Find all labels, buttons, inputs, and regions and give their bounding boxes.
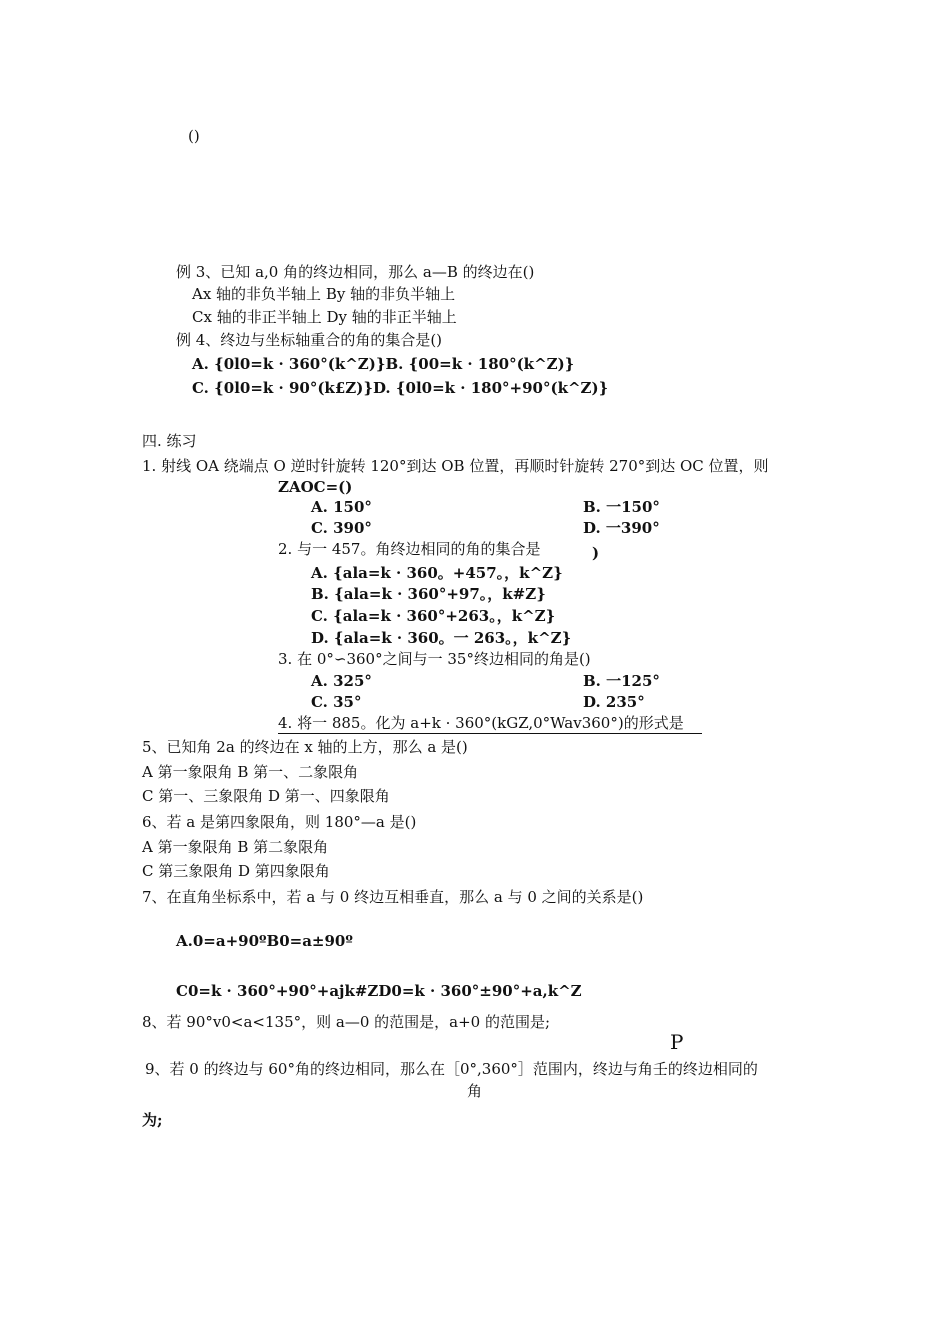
p-mark: P [670, 1030, 684, 1054]
question-5-options-cd: C 第一、三象限角 D 第一、四象限角 [142, 787, 390, 805]
question-9-continuation: 角 [467, 1082, 483, 1100]
question-9-end: 为; [142, 1111, 163, 1129]
question-8: 8、若 90°v0<a<135°，则 a—0 的范围是，a+0 的范围是; [142, 1013, 551, 1031]
question-5-options-ab: A 第一象限角 B 第一、二象限角 [142, 763, 359, 781]
question-1-option-c: C. 390° [311, 519, 372, 537]
question-2-option-c: C. {ala=k · 360°+263。，k^Z} [311, 607, 556, 625]
section-title: 四. 练习 [142, 432, 197, 450]
example-4-options-ab: A. {0l0=k · 360°(k^Z)}B. {00=k · 180°(k^Z)} [192, 355, 575, 373]
top-paren: () [188, 127, 200, 145]
question-6-options-cd: C 第三象限角 D 第四象限角 [142, 862, 330, 880]
question-2-option-a: A. {ala=k · 360。+457。，k^Z} [311, 564, 563, 582]
question-6: 6、若 a 是第四象限角，则 180°—a 是() [142, 813, 417, 831]
question-7: 7、在直角坐标系中，若 a 与 0 终边互相垂直，那么 a 与 0 之间的关系是() [142, 888, 644, 906]
question-3-option-d: D. 235° [583, 693, 645, 711]
question-2-paren: ) [592, 544, 600, 562]
question-1: 1. 射线 OA 绕端点 O 逆时针旋转 120°到达 OB 位置，再顺时针旋转 270°到达 OC 位置，则 [142, 457, 769, 475]
question-7-options-cd: C0=k · 360°+90°+ajk#ZD0=k · 360°±90°+a,k^Z [176, 982, 582, 1000]
question-1-option-d: D. 一390° [583, 519, 660, 537]
question-7-options-ab: A.0=a+90ºB0=a±90º [176, 932, 353, 950]
question-5: 5、已知角 2a 的终边在 x 轴的上方，那么 a 是() [142, 738, 468, 756]
question-3-option-a: A. 325° [311, 672, 372, 690]
question-1-continuation: ZAOC=() [278, 478, 353, 496]
question-4: 4. 将一 885。化为 a+k · 360°(kGZ,0°Wav360°)的形式是 [278, 713, 702, 734]
question-3-option-b: B. 一125° [583, 672, 660, 690]
question-6-options-ab: A 第一象限角 B 第二象限角 [142, 838, 329, 856]
question-3: 3. 在 0°∽360°之间与一 35°终边相同的角是() [278, 650, 591, 668]
question-1-option-b: B. 一150° [583, 498, 660, 516]
example-3-options-ab: Ax 轴的非负半轴上 By 轴的非负半轴上 [192, 285, 456, 303]
example-4-options-cd: C. {0l0=k · 90°(k£Z)}D. {0l0=k · 180°+90°(k^Z)} [192, 379, 609, 397]
question-2-option-d: D. {ala=k · 360。一 263。，k^Z} [311, 629, 572, 647]
example-3-options-cd: Cx 轴的非正半轴上 Dy 轴的非正半轴上 [192, 308, 457, 326]
question-1-option-a: A. 150° [311, 498, 372, 516]
example-4-question: 例 4、终边与坐标轴重合的角的集合是() [176, 331, 443, 349]
question-2: 2. 与一 457。角终边相同的角的集合是 [278, 540, 541, 558]
example-3-question: 例 3、已知 a,0 角的终边相同，那么 a—B 的终边在() [176, 263, 535, 281]
question-9: 9、若 0 的终边与 60°角的终边相同，那么在［0°,360°］范围内，终边与角壬的终边相同的 [145, 1060, 758, 1078]
question-2-option-b: B. {ala=k · 360°+97。，k#Z} [311, 585, 546, 603]
question-3-option-c: C. 35° [311, 693, 362, 711]
